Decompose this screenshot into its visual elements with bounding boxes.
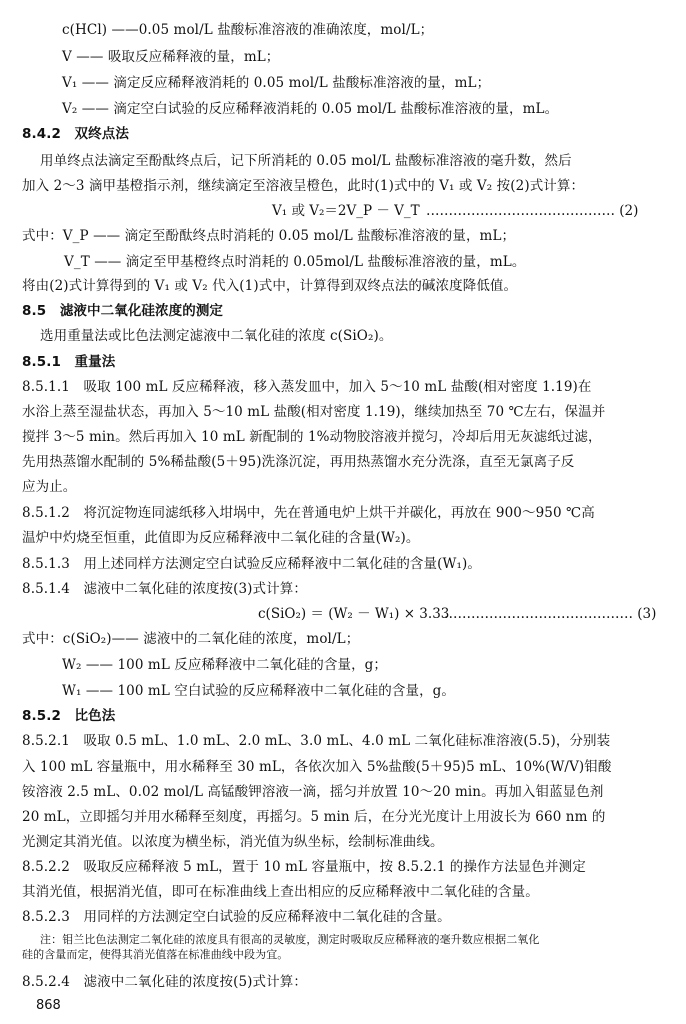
paragraph-line: 搅拌 3～5 min。然后再加入 10 mL 新配制的 1%动物胶溶液并搅匀，冷却后用无灰滤纸过滤，	[22, 428, 602, 445]
section-heading-8-5: 8.5 滤液中二氧化硅浓度的测定	[22, 303, 224, 320]
paragraph-line: 入 100 mL 容量瓶中，用水稀释至 30 mL，各依次加入 5%盐酸(5＋95)5 mL、10%(W/V)钼酸	[22, 758, 612, 775]
paragraph-line: 铵溶液 2.5 mL、0.02 mol/L 高锰酸钾溶液一滴，摇匀并放置 10～20 min。再加入钼蓝显色剂	[22, 783, 604, 800]
symbol-def-v: V —— 吸取反应稀释液的量，mL；	[62, 49, 280, 66]
symbol-def-v2: V₂ —— 滴定空白试验的反应稀释液消耗的 0.05 mol/L 盐酸标准溶液的量，mL。	[62, 101, 559, 118]
equation-2: V₁ 或 V₂＝2V_P － V_T	[272, 202, 420, 219]
equation-2-number: …………………………………… (2)	[426, 202, 639, 219]
symbol-def-v1: V₁ —— 滴定反应稀释液消耗的 0.05 mol/L 盐酸标准溶液的量，mL；	[62, 75, 491, 92]
section-heading-8-4-2: 8.4.2 双终点法	[22, 126, 129, 143]
note-line: 硅的含量而定，使得其消光值落在标准曲线中段为宜。	[22, 948, 289, 961]
note-line: 注：钼兰比色法测定二氧化硅的浓度具有很高的灵敏度，测定时吸取反应稀释液的毫升数应根据二氧化	[40, 932, 540, 946]
paragraph-line: 8.5.2.2 吸取反应稀释液 5 mL，置于 10 mL 容量瓶中，按 8.5.2.1 的操作方法显色并测定	[22, 859, 586, 876]
paragraph-line: 应为止。	[22, 479, 77, 496]
paragraph-line: 8.5.1.2 将沉淀物连同滤纸移入坩埚中，先在普通电炉上烘干并碳化，再放在 900～950 ℃高	[22, 505, 595, 522]
page-number: 868	[36, 998, 61, 1013]
section-heading-8-5-1: 8.5.1 重量法	[22, 353, 116, 370]
paragraph-line: 其消光值，根据消光值，即可在标准曲线上查出相应的反应稀释液中二氧化硅的含量。	[22, 884, 539, 901]
paragraph-line: 先用热蒸馏水配制的 5%稀盐酸(5＋95)洗涤沉淀，再用热蒸馏水充分洗涤，直至无氯离子反	[22, 454, 575, 471]
paragraph-line: 8.5.1.4 滤液中二氧化硅的浓度按(3)式计算：	[22, 580, 307, 597]
paragraph-line: 将由(2)式计算得到的 V₁ 或 V₂ 代入(1)式中，计算得到双终点法的碱浓度降低值。	[22, 278, 518, 295]
paragraph-line: 选用重量法或比色法测定滤液中二氧化硅的浓度 c(SiO₂)。	[40, 328, 393, 345]
symbol-def-c-hcl: c(HCl) ——0.05 mol/L 盐酸标准溶液的准确浓度，mol/L；	[62, 22, 434, 38]
where-w1: W₁ —— 100 mL 空白试验的反应稀释液中二氧化硅的含量，g。	[62, 683, 456, 700]
paragraph-line: 8.5.1.3 用上述同样方法测定空白试验反应稀释液中二氧化硅的含量(W₁)。	[22, 555, 481, 572]
paragraph-line: 水浴上蒸至湿盐状态，再加入 5～10 mL 盐酸(相对密度 1.19)，继续加热至 70 ℃左右，保温并	[22, 403, 606, 420]
equation-3-number: …………………………………… (3)	[444, 605, 657, 622]
paragraph-line: 温炉中灼烧至恒重，此值即为反应稀释液中二氧化硅的含量(W₂)。	[22, 530, 420, 547]
paragraph-line: 光测定其消光值。以浓度为横坐标，消光值为纵坐标，绘制标准曲线。	[22, 833, 444, 850]
where-c-sio2: 式中：c(SiO₂)—— 滤液中的二氧化硅的浓度，mol/L；	[22, 631, 360, 647]
where-vp: 式中：V_P —— 滴定至酚酞终点时消耗的 0.05 mol/L 盐酸标准溶液的量，mL；	[22, 227, 516, 244]
section-heading-8-5-2: 8.5.2 比色法	[22, 708, 116, 725]
paragraph-line: 8.5.2.1 吸取 0.5 mL、1.0 mL、2.0 mL、3.0 mL、4.0 mL 二氧化硅标准溶液(5.5)，分别装	[22, 733, 611, 750]
paragraph-line: 20 mL，立即摇匀并用水稀释至刻度，再摇匀。5 min 后，在分光光度计上用波长为 660 nm 的	[22, 808, 606, 825]
equation-3: c(SiO₂) ＝ (W₂ － W₁) × 3.33	[258, 605, 450, 622]
where-vt: V_T —— 滴定至甲基橙终点时消耗的 0.05mol/L 盐酸标准溶液的量，mL。	[64, 254, 526, 270]
paragraph-line: 8.5.2.4 滤液中二氧化硅的浓度按(5)式计算：	[22, 974, 307, 990]
paragraph-line: 8.5.2.3 用同样的方法测定空白试验的反应稀释液中二氧化硅的含量。	[22, 909, 451, 926]
paragraph-line: 用单终点法滴定至酚酞终点后，记下所消耗的 0.05 mol/L 盐酸标准溶液的毫升数，然后	[40, 152, 572, 169]
where-w2: W₂ —— 100 mL 反应稀释液中二氧化硅的含量，g；	[62, 657, 388, 674]
paragraph-line: 8.5.1.1 吸取 100 mL 反应稀释液，移入蒸发皿中，加入 5～10 mL 盐酸(相对密度 1.19)在	[22, 378, 592, 395]
paragraph-line: 加入 2～3 滴甲基橙指示剂，继续滴定至溶液呈橙色，此时(1)式中的 V₁ 或 V₂ 按(2)式计算：	[22, 177, 585, 194]
